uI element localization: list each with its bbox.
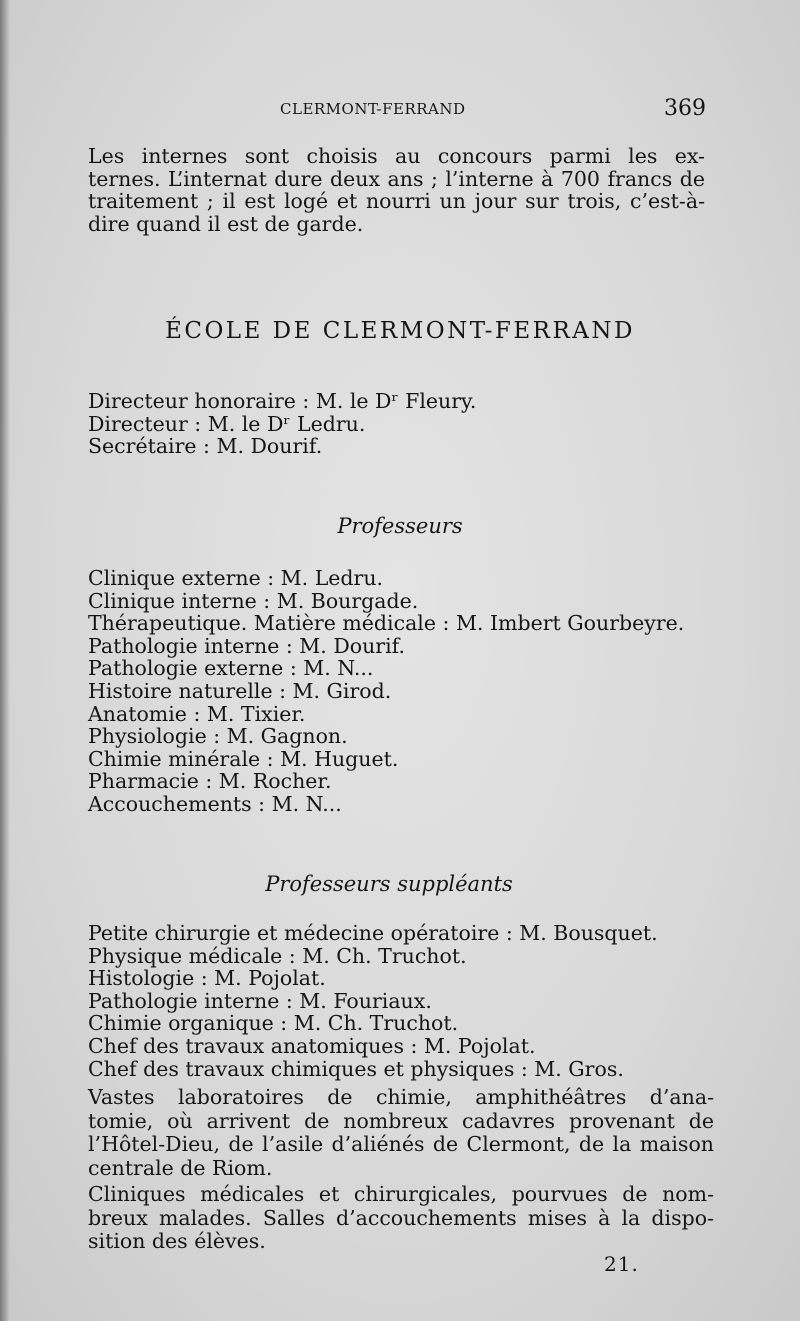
professor-item: Clinique externe : M. Ledru. [88,566,384,590]
professor-item: Clinique interne : M. Bourgade. [88,588,419,613]
intro-line: Les internes sont choisis au concours parmi les ex- [88,144,705,168]
labs-line: tomie, où arrivent de nombreux cadavres provenant de [88,1108,714,1133]
running-title: CLERMONT-FERRAND [280,100,466,118]
substitute-item: Physique médicale : M. Ch. Truchot. [88,943,467,968]
substitute-item: Pathologie interne : M. Fouriaux. [88,988,432,1013]
clinics-line: Cliniques médicales et chirurgicales, pourvues de nom- [88,1182,714,1206]
running-header [88,96,710,126]
professor-item: Pathologie externe : M. N... [88,656,374,681]
school-title: ÉCOLE DE CLERMONT-FERRAND [165,318,635,344]
direction-item: Directeur honoraire : M. le Dʳ Fleury. [88,389,477,413]
intro-paragraph [88,145,705,235]
clinics-paragraph [88,1183,714,1254]
professor-item: Physiologie : M. Gagnon. [88,724,348,749]
page-edge-shadow [0,0,10,1321]
labs-line: centrale de Riom. [88,1155,273,1180]
clinics-line: breux malades. Salles d’accouchements mises à la dispo- [88,1205,714,1230]
substitute-item: Chimie organique : M. Ch. Truchot. [88,1011,459,1036]
substitute-item: Chef des travaux chimiques et physiques : M. Gros. [88,1056,624,1081]
professor-item: Thérapeutique. Matière médicale : M. Imbert Gourbeyre. [88,611,685,636]
professor-item: Pharmacie : M. Rocher. [88,769,332,794]
intro-line: ternes. L’internat dure deux ans ; l’interne à 700 francs de [88,166,705,191]
substitute-item: Chef des travaux anatomiques : M. Pojolat. [88,1033,536,1058]
substitutes-list [88,922,658,1080]
clinics-line: sition des élèves. [88,1229,266,1253]
intro-line: dire quand il est de garde. [88,211,364,236]
direction-item: Secrétaire : M. Dourif. [88,434,323,459]
professor-item: Accouchements : M. N... [88,791,342,816]
professor-item: Anatomie : M. Tixier. [88,701,306,726]
labs-line: l’Hôtel-Dieu, de l’asile d’aliénés de Clermont, de la maison [88,1132,714,1156]
laboratories-paragraph [88,1086,714,1180]
intro-line: traitement ; il est logé et nourri un jour sur trois, c’est-à- [88,189,705,214]
substitutes-heading: Professeurs suppléants [265,872,513,896]
professor-item: Chimie minérale : M. Huguet. [88,746,399,771]
professors-list [88,567,684,816]
page-number: 369 [664,96,706,121]
labs-line: Vastes laboratoires de chimie, amphithéâtres d’ana- [88,1085,714,1109]
direction-item: Directeur : M. le Dʳ Ledru. [88,411,366,436]
professor-item: Pathologie interne : M. Dourif. [88,633,406,658]
direction-list [88,390,476,458]
signature-mark: 21. [604,1252,639,1276]
professor-item: Histoire naturelle : M. Girod. [88,678,392,703]
substitute-item: Histologie : M. Pojolat. [88,966,326,991]
substitute-item: Petite chirurgie et médecine opératoire : M. Bousquet. [88,921,658,945]
professors-heading: Professeurs [337,514,463,538]
